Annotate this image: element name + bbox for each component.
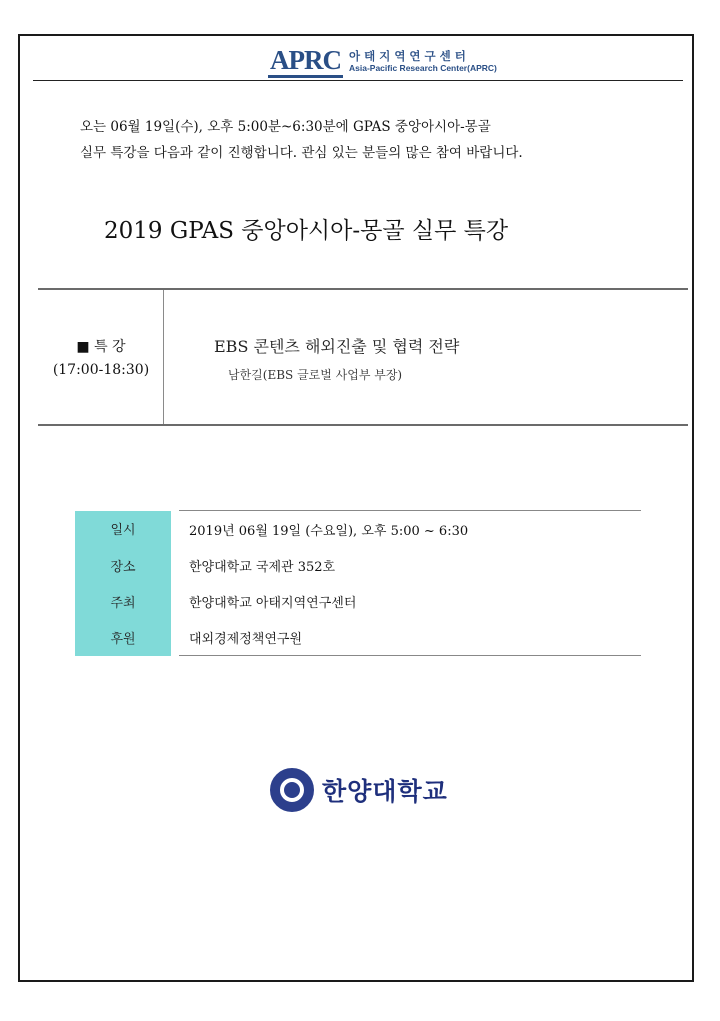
session-label: ■ 특 강 [76, 339, 126, 355]
hanyang-university-seal-icon [270, 768, 314, 812]
info-key: 장소 [75, 547, 175, 583]
university-name: 한양대학교 [322, 777, 448, 806]
aprc-logo-text [349, 50, 497, 74]
info-key: 주최 [75, 583, 175, 619]
table-row [75, 547, 641, 583]
aprc-logo-mark: APRC [268, 47, 343, 78]
header-divider [33, 80, 683, 81]
document-frame [18, 34, 694, 982]
table-row [75, 619, 641, 656]
hanyang-university-logo [270, 768, 448, 812]
session-topic: EBS 콘텐츠 해외진출 및 협력 전략 [214, 337, 460, 356]
aprc-logo [268, 46, 497, 78]
table-row [75, 511, 641, 548]
intro-paragraph [80, 114, 680, 166]
info-key: 후원 [75, 619, 175, 656]
event-info-table [75, 510, 641, 656]
table-row [75, 583, 641, 619]
info-value: 대외경제정책연구원 [175, 619, 641, 656]
session-block [38, 288, 688, 426]
session-time: (17:00-18:30) [52, 362, 150, 378]
info-key: 일시 [75, 511, 175, 548]
info-value: 한양대학교 아태지역연구센터 [175, 583, 641, 619]
page-title: 2019 GPAS 중앙아시아-몽골 실무 특강 [104, 218, 509, 244]
info-value: 2019년 06월 19일 (수요일), 오후 5:00 ~ 6:30 [175, 511, 641, 548]
session-speaker: 남한길(EBS 글로벌 사업부 부장) [228, 368, 403, 382]
info-value: 한양대학교 국제관 352호 [175, 547, 641, 583]
aprc-logo-english: Asia-Pacific Research Center(APRC) [349, 63, 497, 73]
aprc-logo-korean: 아태지역연구센터 [349, 49, 470, 63]
session-label-cell [38, 290, 164, 424]
intro-line-1: 오는 06월 19일(수), 오후 5:00분~6:30분에 GPAS 중앙아시아-몽골 [80, 119, 491, 135]
intro-line-2: 실무 특강을 다음과 같이 진행합니다. 관심 있는 분들의 많은 참여 바랍니다. [80, 145, 523, 161]
